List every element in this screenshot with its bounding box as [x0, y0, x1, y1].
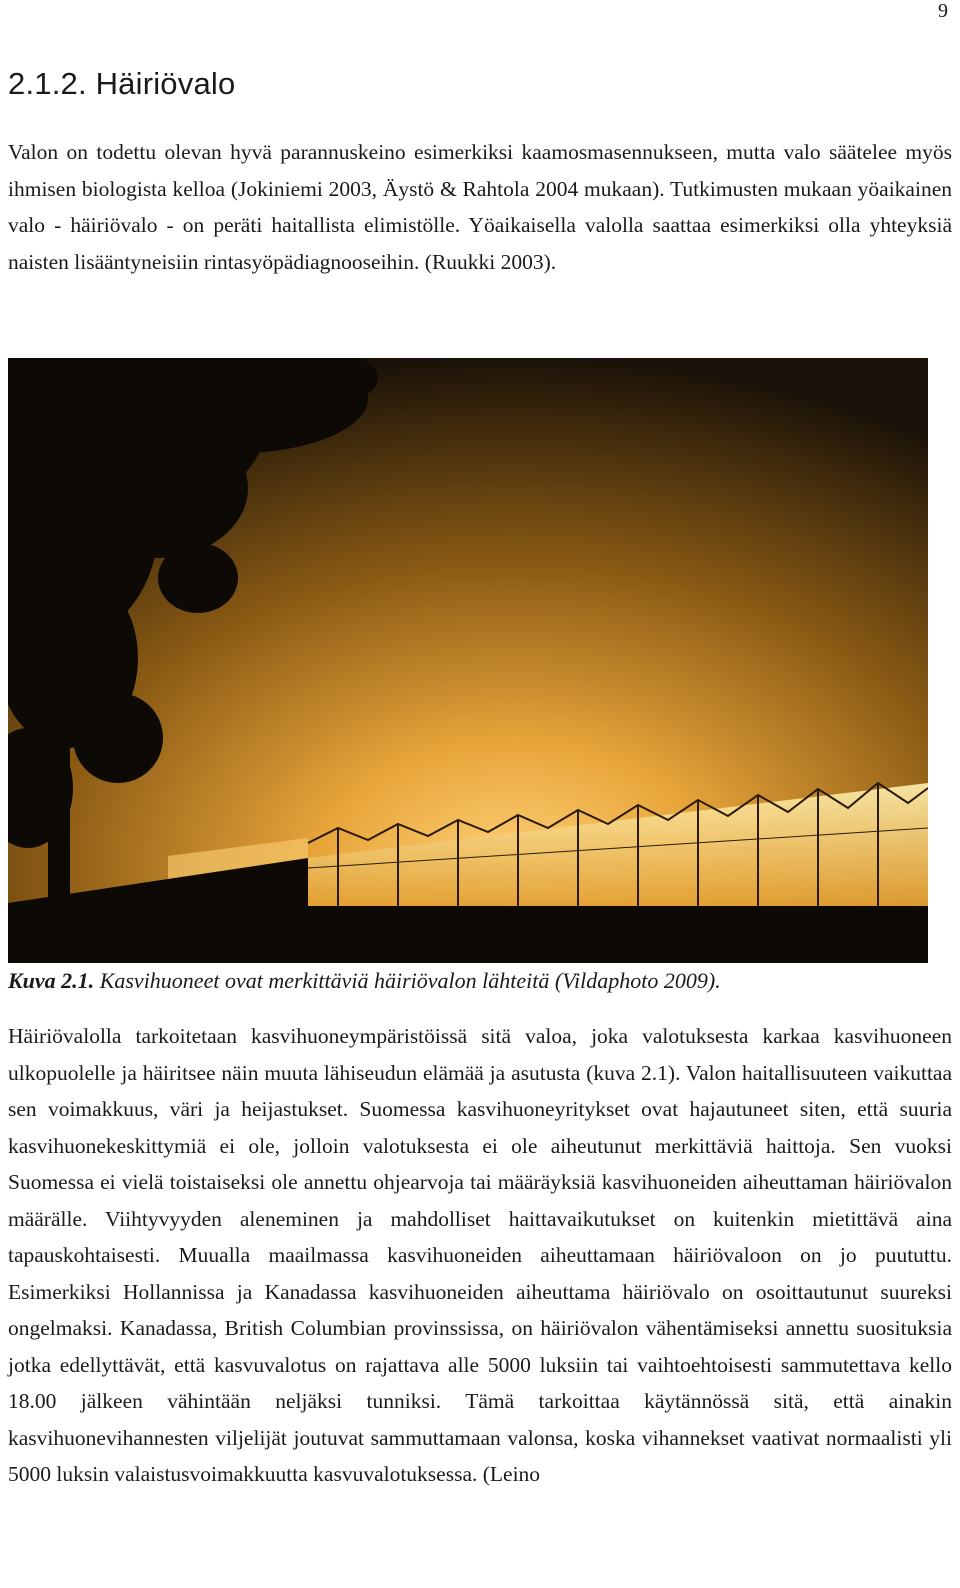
figure-label: Kuva 2.1. — [8, 968, 95, 993]
greenhouse-photo — [8, 358, 928, 963]
intro-paragraph: Valon on todettu olevan hyvä parannuskeino esimerkiksi kaamosmasennukseen, mutta valo säätelee myös ihmisen biologista kelloa (Jokiniemi 2003, Äystö & Rahtola 2004 mukaan). Tutkimusten mukaan yöaikainen valo - häiriövalo - on peräti haitallista elimistölle. Yöaikaisella valolla saattaa esimerkiksi olla yhteyksiä naisten lisääntyneisiin rintasyöpädiagnooseihin. (Ruukki 2003). — [8, 140, 952, 274]
figure-caption-text: Kasvihuoneet ovat merkittäviä häiriövalon lähteitä (Vildaphoto 2009). — [99, 968, 721, 993]
section-heading: 2.1.2. Häiriövalo — [8, 66, 236, 101]
figure-caption — [8, 966, 721, 996]
body-paragraph: Häiriövalolla tarkoitetaan kasvihuoneympäristöissä sitä valoa, joka valotuksesta karkaa kasvihuoneen ulkopuolelle ja häiritsee näin muuta lähiseudun elämää ja asutusta (kuva 2.1). Valon haitallisuuteen vaikuttaa sen voimakkuus, väri ja heijastukset. Suomessa kasvihuoneyritykset ovat hajautuneet siten, että suuria kasvihuonekeskittymiä ei ole, jolloin valotuksesta ei ole aiheutunut merkittäviä haittoja. Sen vuoksi Suomessa ei vielä toistaiseksi ole annettu ohjearvoja tai määräyksiä kasvihuoneiden aiheuttaman häiriövalon määrälle. Viihtyvyyden aleneminen ja mahdolliset haittavaikutukset on kuitenkin mietittävä aina tapauskohtaisesti. Muualla maailmassa kasvihuoneiden aiheuttamaan häiriövaloon on jo puututtu. Esimerkiksi Hollannissa ja Kanadassa kasvihuoneiden aiheuttama häiriövalo on osoittautunut suureksi ongelmaksi. Kanadassa, British Columbian provinssissa, on häiriövalon vähentämiseksi annettu suosituksia jotka edellyttävät, että kasvuvalotus on rajattava alle 5000 luksiin tai vaihtoehtoisesti sammutettava kello 18.00 jälkeen vähintään neljäksi tunniksi. Tämä tarkoittaa käytännössä sitä, että ainakin kasvihuonevihannesten viljelijät joutuvat sammuttamaan valonsa, koska vihannekset vaativat normaalisti yli 5000 luksin valaistusvoimakkuutta kasvuvalotuksessa. (Leino — [8, 1024, 952, 1486]
ground — [8, 906, 928, 963]
page-number: 9 — [938, 0, 948, 22]
